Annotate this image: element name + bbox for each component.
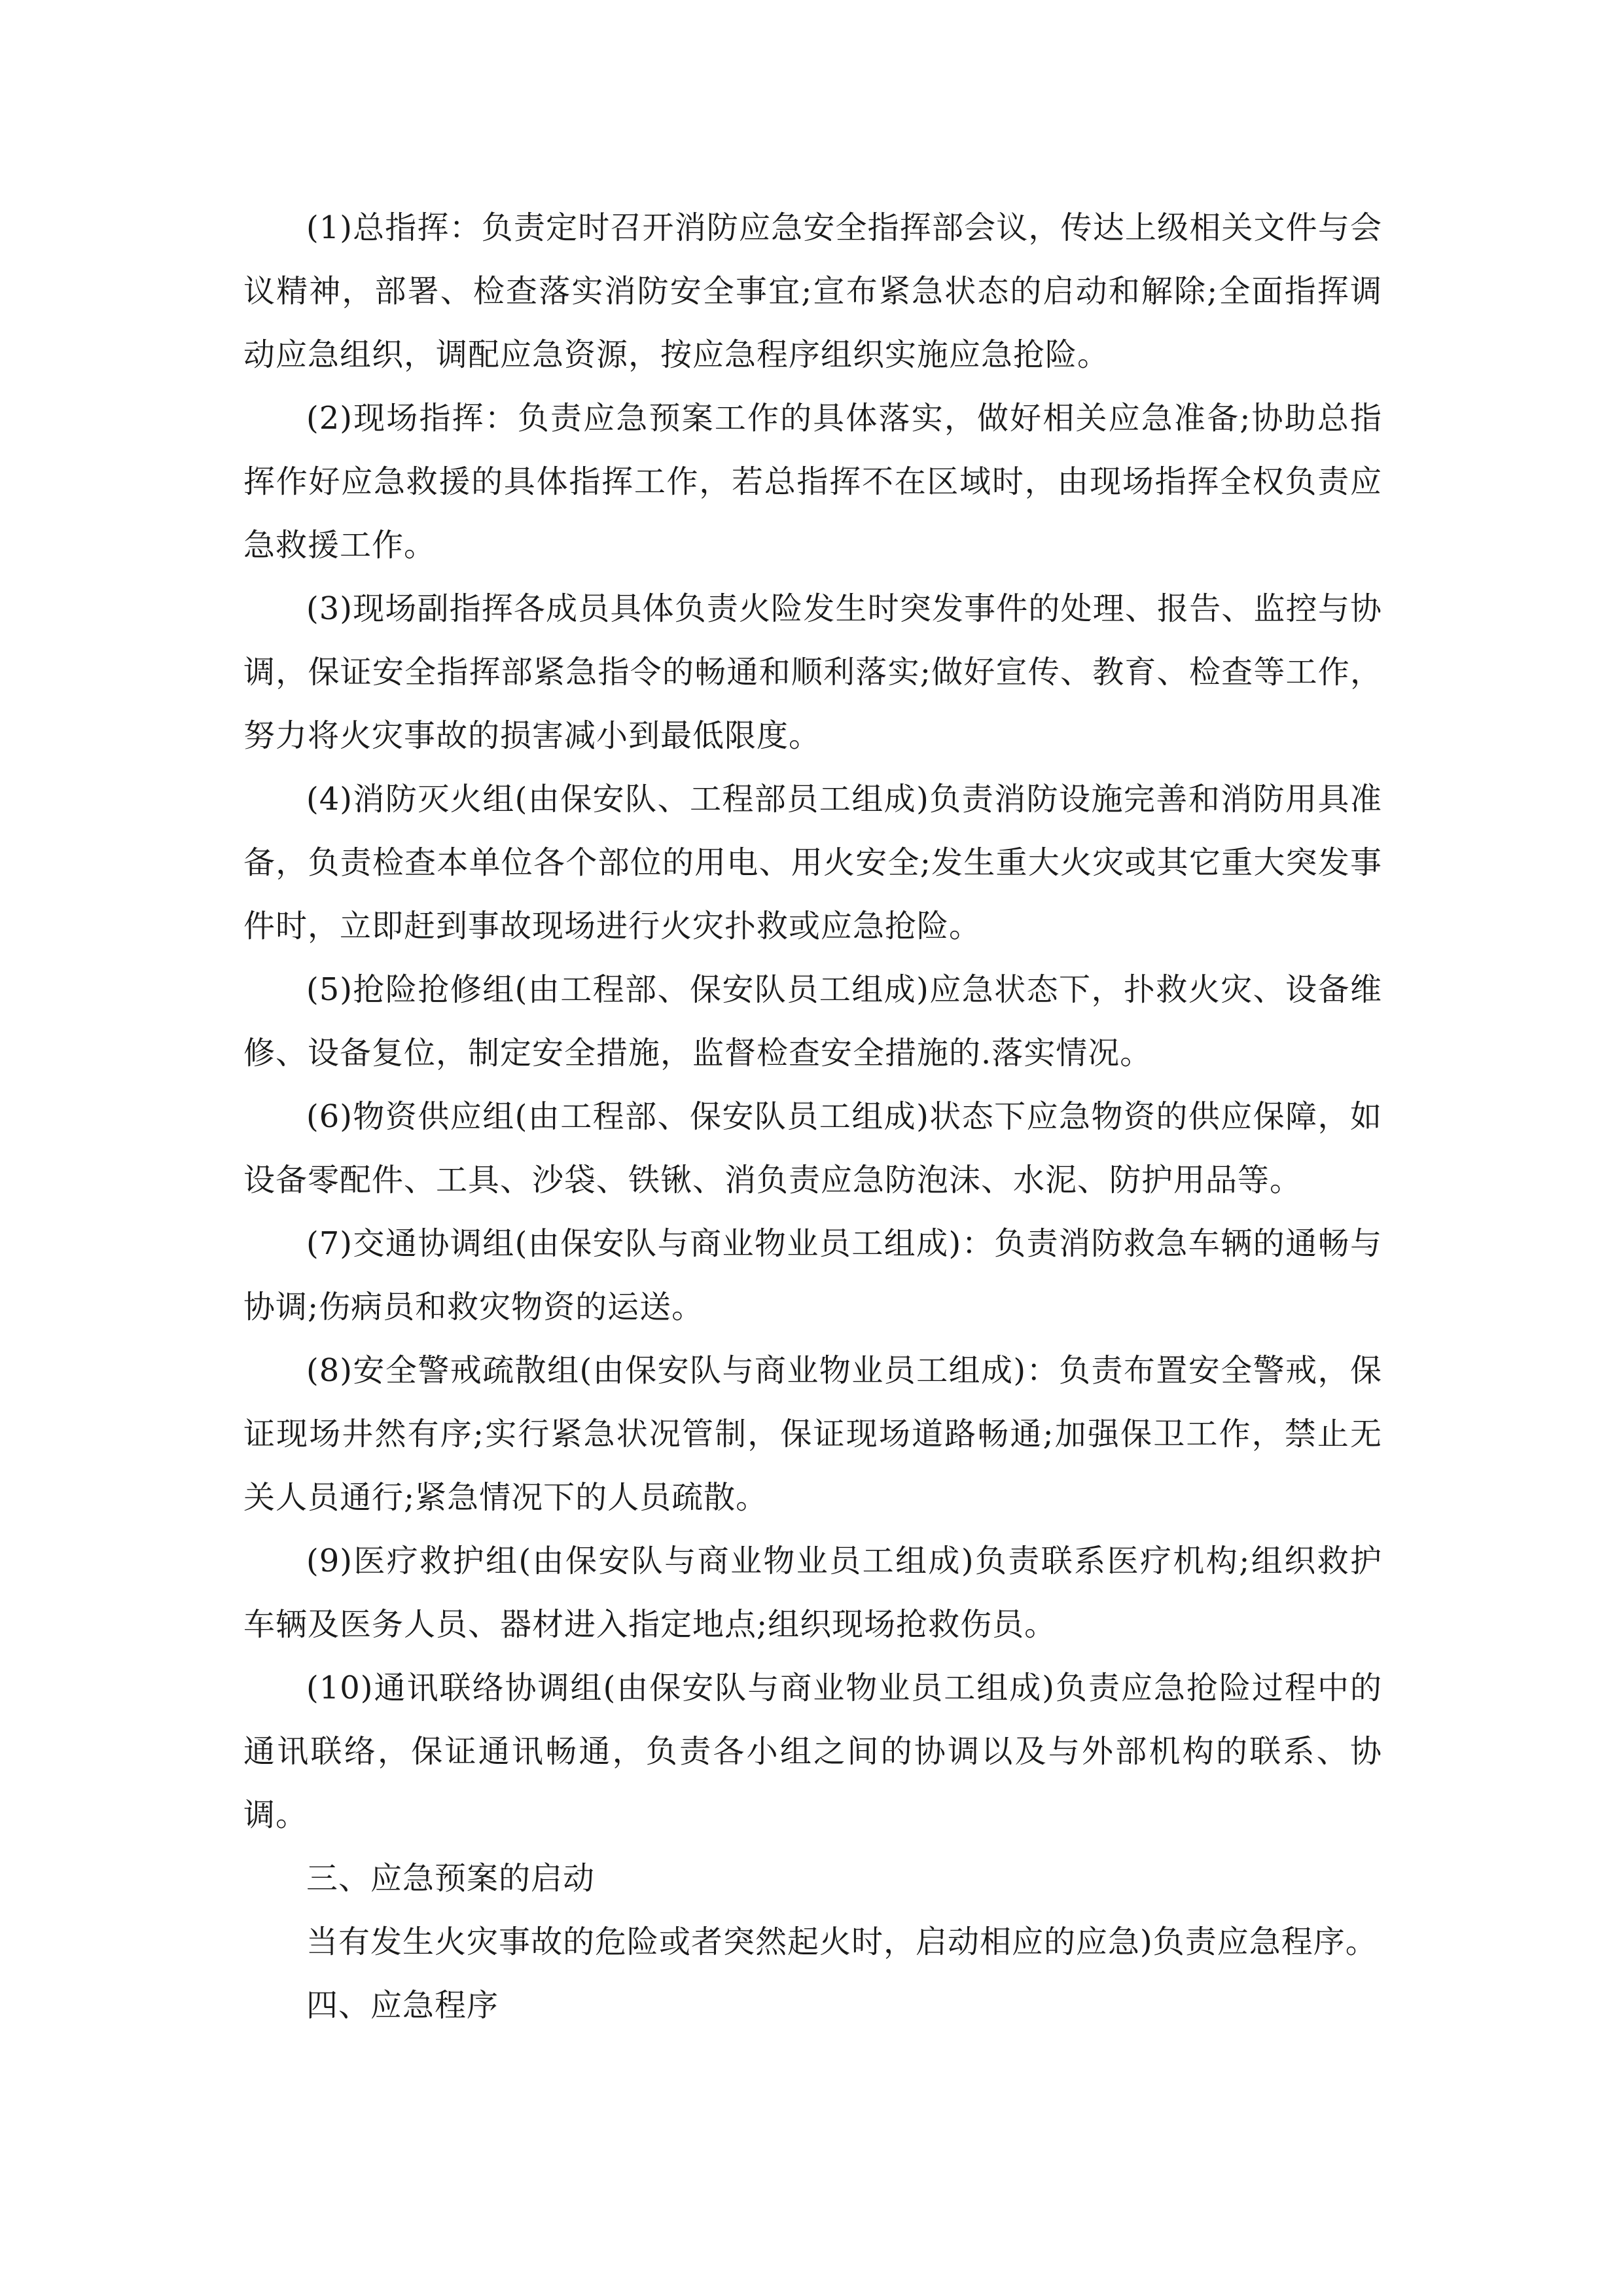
paragraph-firefighting-team: (4)消防灭火组(由保安队、工程部员工组成)负责消防设施完善和消防用具准备，负责检查本单位各个部位的用电、用火安全;发生重大火灾或其它重大突发事件时，立即赶到事故现场进行火灾扑救或应急抢险。	[243, 781, 1382, 944]
paragraph-supply-team: (6)物资供应组(由工程部、保安队员工组成)状态下应急物资的供应保障，如设备零配件、工具、沙袋、铁锹、消负责应急防泡沫、水泥、防护用品等。	[243, 1098, 1382, 1198]
paragraph-deputy-commander: (3)现场副指挥各成员具体负责火险发生时突发事件的处理、报告、监控与协调，保证安全指挥部紧急指令的畅通和顺利落实;做好宣传、教育、检查等工作，努力将火灾事故的损害减小到最低限度。	[243, 590, 1382, 754]
paragraph-site-commander: (2)现场指挥：负责应急预案工作的具体落实，做好相关应急准备;协助总指挥作好应急救援的具体指挥工作，若总指挥不在区域时，由现场指挥全权负责应急救援工作。	[243, 400, 1382, 564]
paragraph-evacuation-team: (8)安全警戒疏散组(由保安队与商业物业员工组成)：负责布置安全警戒，保证现场井然有序;实行紧急状况管制，保证现场道路畅通;加强保卫工作，禁止无关人员通行;紧急情况下的人员疏散。	[243, 1352, 1382, 1516]
paragraph-communication-team: (10)通讯联络协调组(由保安队与商业物业员工组成)负责应急抢险过程中的通讯联络，保证通讯畅通，负责各小组之间的协调以及与外部机构的联系、协调。	[243, 1670, 1382, 1833]
paragraph-activation: 当有发生火灾事故的危险或者突然起火时，启动相应的应急)负责应急程序。	[306, 1924, 1378, 1960]
paragraph-commander: (1)总指挥：负责定时召开消防应急安全指挥部会议，传达上级相关文件与会议精神，部署、检查落实消防安全事宜;宣布紧急状态的启动和解除;全面指挥调动应急组织，调配应急资源，按应急程序组织实施应急抢险。	[243, 209, 1382, 373]
section-heading-procedure: 四、应急程序	[306, 1987, 499, 2024]
section-heading-activation: 三、应急预案的启动	[306, 1860, 596, 1897]
paragraph-repair-team: (5)抢险抢修组(由工程部、保安队员工组成)应急状态下，扑救火灾、设备维修、设备复位，制定安全措施，监督检查安全措施的.落实情况。	[243, 971, 1382, 1071]
paragraph-medical-team: (9)医疗救护组(由保安队与商业物业员工组成)负责联系医疗机构;组织救护车辆及医务人员、器材进入指定地点;组织现场抢救伤员。	[243, 1543, 1382, 1643]
paragraph-traffic-team: (7)交通协调组(由保安队与商业物业员工组成)：负责消防救急车辆的通畅与协调;伤病员和救灾物资的运送。	[243, 1225, 1382, 1325]
document-body	[243, 196, 1382, 2037]
